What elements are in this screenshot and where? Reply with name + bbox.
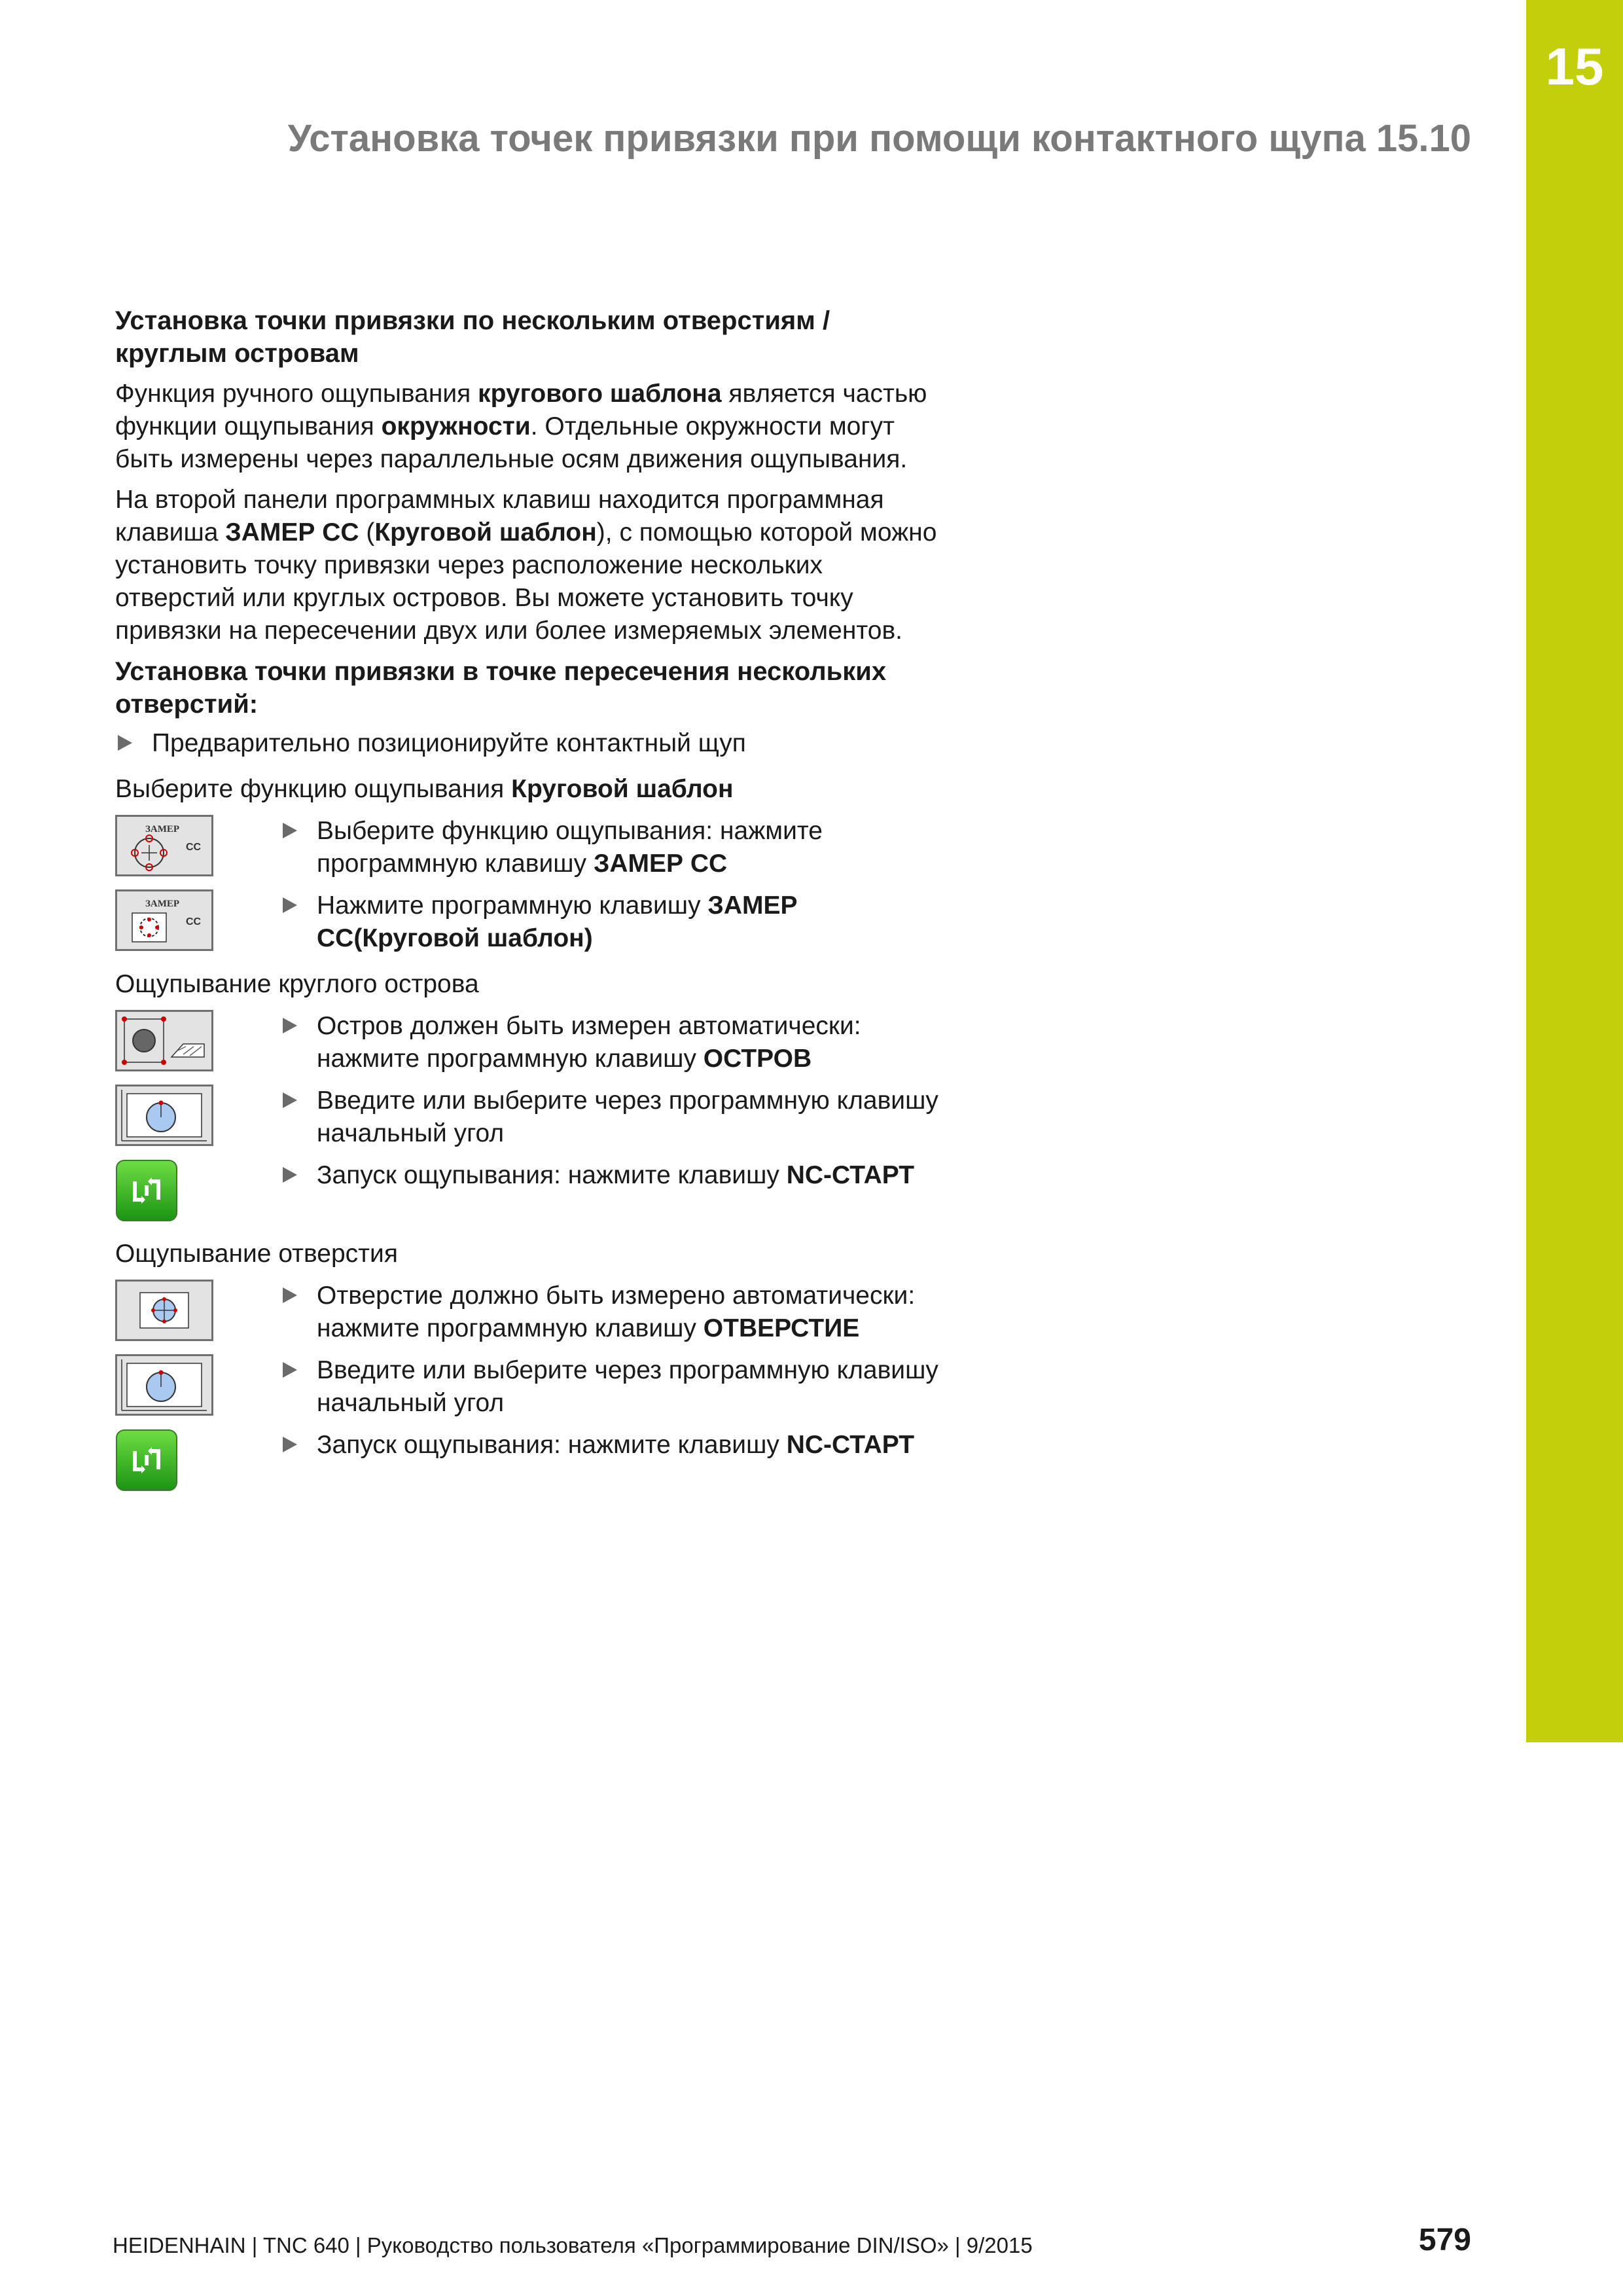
step-hole-start-text [280,1429,940,1462]
step-text: Запуск ощупывания: нажмите клавишу [317,1161,787,1189]
bullet-triangle-icon [283,823,297,838]
step-key-name: NC-СТАРТ [786,1161,915,1189]
step-island-text [280,1010,940,1075]
step-select-zamer-text [280,815,940,880]
intro-paragraph [115,378,940,476]
step-text: Нажмите программную клавишу [317,891,708,920]
para1-text-3: . Отдельные окружности могут быть измерены через параллельные осям движения ощупывания. [115,412,908,473]
select-function-bold: Круговой шаблон [511,775,734,803]
step-hole [115,1280,940,1345]
step-key-name: ОТВЕРСТИЕ [703,1314,860,1342]
bullet-triangle-icon [283,1362,297,1378]
step-island-start [115,1159,940,1225]
section-heading: Установка точки привязки по нескольким отверстиям / круглым островам [115,306,830,368]
bullet-triangle-icon [283,1287,297,1303]
page-number: 579 [1418,2223,1471,2257]
zamer-key-label: ЗАМЕР [145,899,180,909]
subheading: Установка точки привязки в точке пересечения нескольких отверстий: [115,657,887,719]
nc-start-key-icon[interactable] [115,1429,178,1495]
step-text: Введите или выберите через программную клавишу начальный угол [317,1086,938,1147]
step-key-name: NC-СТАРТ [786,1431,915,1459]
para1-bold-1: кругового шаблона [478,380,722,408]
start-angle-softkey-icon[interactable] [115,1354,213,1419]
step-island-angle [115,1085,940,1150]
step-text: Запуск ощупывания: нажмите клавишу [317,1431,787,1459]
step-text: Отверстие должно быть измерено автоматически: нажмите программную клавишу [317,1282,916,1342]
bullet-triangle-icon [118,735,132,751]
para1-bold-2: окружности [381,412,531,440]
para2-text-1: На второй панели программных клавиш находится программная клавиша [115,486,884,547]
step-text: Остров должен быть измерен автоматически: нажмите программную клавишу [317,1012,861,1073]
select-function-text: Выберите функцию ощупывания [115,775,512,803]
para2-bold-1: ЗАМЕР СС [225,518,359,547]
select-function-label [115,773,940,806]
start-angle-softkey-icon[interactable] [115,1085,213,1149]
chapter-number: 15 [1545,37,1604,96]
para2-text-2: ( [359,518,375,547]
step-hole-angle-text [280,1354,940,1420]
hole-softkey-icon[interactable] [115,1280,213,1344]
step-key-name: ЗАМЕР СС [593,850,728,878]
zamer-cc-softkey-icon[interactable] [115,815,213,880]
step-select-pattern [115,889,940,955]
para2-bold-2: Круговой шаблон [374,518,597,547]
step-hole-start [115,1429,940,1494]
bullet-triangle-icon [283,1437,297,1452]
zamer-cc-pattern-softkey-icon[interactable] [115,889,213,954]
island-label: Ощупывание круглого острова [115,970,479,998]
preposition-bullet [115,727,940,760]
bullet-triangle-icon [283,1092,297,1108]
page-header-title: Установка точек привязки при помощи контактного щупа 15.10 [287,117,1471,160]
bullet-triangle-icon [283,1167,297,1183]
bullet-triangle-icon [283,1018,297,1033]
step-key-name: ЗАМЕР СС(Круговой шаблон) [317,891,798,952]
cc-key-label: CC [186,916,202,927]
main-content [115,304,940,1494]
step-island-start-text [280,1159,940,1192]
step-hole-angle [115,1354,940,1420]
step-text: Выберите функцию ощупывания: нажмите программную клавишу [317,817,823,878]
zamer-key-label: ЗАМЕР [145,824,180,834]
preposition-text: Предварительно позиционируйте контактный щуп [152,729,746,757]
hole-label: Ощупывание отверстия [115,1240,398,1268]
step-island [115,1010,940,1075]
island-softkey-icon[interactable] [115,1010,213,1075]
step-hole-text [280,1280,940,1345]
step-text: Введите или выберите через программную клавишу начальный угол [317,1356,938,1417]
nc-start-key-icon[interactable] [115,1159,178,1225]
cc-key-label: CC [186,842,202,853]
step-key-name: ОСТРОВ [703,1045,812,1073]
para1-text-1: Функция ручного ощупывания [115,380,478,408]
para2-text-3: ), с помощью которой можно установить точку привязки через расположение нескольких отверстий или круглых островов. Вы можете установить точку привязки на пересечении двух или более измеряемых элементов. [115,518,937,645]
step-select-zamer [115,815,940,880]
footer-text: HEIDENHAIN | TNC 640 | Руководство пользователя «Программирование DIN/ISO» | 9/2015 [113,2233,1033,2257]
step-island-angle-text [280,1085,940,1150]
bullet-triangle-icon [283,897,297,913]
chapter-sidebar [1526,0,1623,1742]
step-select-pattern-text [280,889,940,955]
softkey-paragraph [115,484,940,647]
para1-text-2: является частью функции ощупывания [115,380,927,440]
